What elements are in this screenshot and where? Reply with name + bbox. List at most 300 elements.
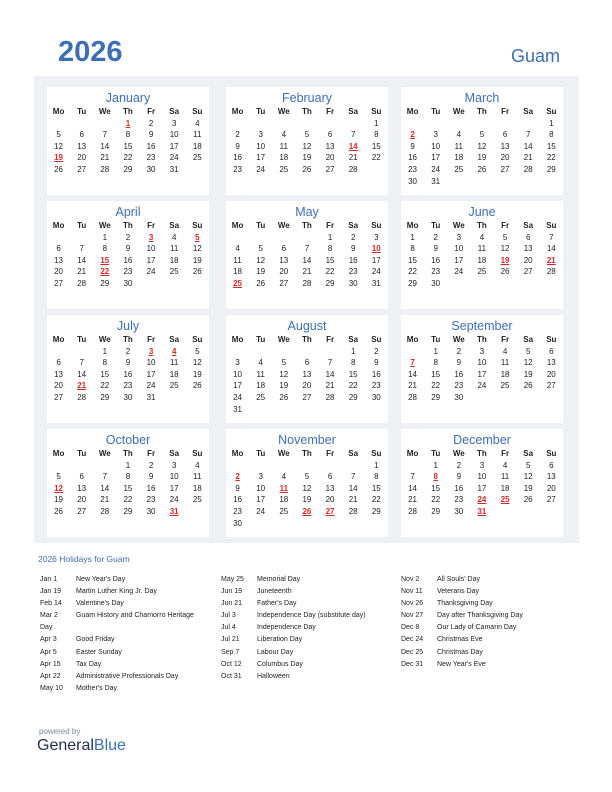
day-cell: 6 [327, 472, 333, 482]
day-cell: 18 [500, 369, 510, 379]
day-cell: 4 [171, 232, 177, 242]
day-cell: 10 [477, 472, 487, 482]
day-cell: 6 [327, 130, 333, 140]
holiday-day-cell: 19 [54, 153, 64, 163]
weekday-header: Tu [256, 107, 266, 116]
day-cell: 6 [79, 472, 84, 482]
day-cell: 25 [192, 153, 202, 163]
day-cell: 28 [302, 278, 312, 288]
weekday-header: Fr [501, 335, 510, 344]
holiday-date: Oct 31 [221, 672, 242, 680]
day-cell: 26 [192, 267, 202, 277]
day-cell: 4 [195, 118, 200, 128]
day-cell: 28 [546, 267, 556, 277]
day-cell: 30 [348, 278, 358, 288]
day-cell: 7 [102, 130, 108, 140]
holiday-day-cell: 1 [125, 118, 131, 128]
day-cell: 20 [500, 153, 510, 163]
holiday-row [40, 671, 194, 683]
day-cell: 15 [371, 141, 381, 151]
empty-cell [70, 118, 93, 130]
holiday-date: May 25 [221, 576, 244, 583]
day-cell: 24 [371, 267, 381, 277]
day-cell: 4 [456, 130, 462, 140]
day-cell: 11 [454, 141, 463, 151]
holiday-name: Easter Sunday [76, 648, 122, 656]
empty-cell [319, 460, 342, 472]
holiday-name: Good Friday [76, 636, 115, 644]
empty-cell [249, 118, 272, 130]
day-cell: 13 [77, 483, 87, 493]
day-cell: 25 [169, 381, 179, 391]
day-cell: 22 [546, 153, 556, 163]
holiday-date: Nov 26 [401, 600, 424, 608]
day-cell: 16 [123, 255, 133, 265]
empty-cell [447, 118, 470, 130]
month-day-grid [226, 448, 388, 529]
holiday-row [221, 659, 366, 671]
day-cell: 3 [258, 130, 263, 140]
day-cell: 4 [195, 460, 200, 470]
month-october [47, 429, 209, 537]
weekday-header: Su [192, 335, 203, 344]
day-cell: 23 [146, 153, 156, 163]
day-cell: 27 [546, 381, 556, 391]
day-cell: 29 [408, 278, 418, 288]
day-cell: 19 [54, 495, 64, 505]
day-cell: 4 [502, 460, 508, 470]
holiday-day-cell: 26 [302, 506, 312, 516]
day-cell: 3 [433, 130, 438, 140]
weekday-header: We [98, 449, 111, 458]
weekday-header: Sa [169, 221, 180, 230]
empty-cell [249, 460, 272, 472]
day-cell: 7 [304, 244, 310, 254]
weekday-header: We [277, 449, 290, 458]
weekday-header: We [277, 335, 290, 344]
weekday-header: Th [477, 335, 487, 344]
day-cell: 8 [102, 358, 108, 368]
day-cell: 27 [546, 495, 556, 505]
weekday-header: Fr [147, 107, 156, 116]
holiday-day-cell: 27 [325, 506, 335, 516]
day-cell: 3 [235, 358, 240, 368]
day-cell: 20 [546, 483, 556, 493]
day-cell: 28 [325, 392, 335, 402]
day-cell: 13 [546, 472, 556, 482]
day-cell: 14 [408, 369, 418, 379]
day-cell: 29 [431, 506, 441, 516]
empty-cell [249, 232, 272, 244]
day-cell: 14 [523, 141, 533, 151]
weekday-header: Fr [147, 449, 156, 458]
weekday-header: Su [192, 221, 203, 230]
empty-cell [295, 346, 318, 358]
weekday-header: Th [123, 221, 133, 230]
day-cell: 26 [302, 164, 312, 174]
weekday-header: Mo [406, 107, 419, 116]
day-cell: 19 [523, 369, 533, 379]
day-cell: 16 [146, 141, 156, 151]
day-cell: 17 [169, 483, 179, 493]
year-title: 2026 [58, 36, 123, 68]
holiday-day-cell: 31 [169, 506, 179, 516]
day-cell: 15 [546, 141, 556, 151]
weekday-header: Sa [169, 449, 180, 458]
day-cell: 8 [102, 244, 108, 254]
day-cell: 3 [171, 460, 177, 470]
holiday-row [221, 622, 366, 634]
day-cell: 30 [123, 392, 133, 402]
holiday-row [221, 671, 366, 683]
day-cell: 4 [479, 232, 485, 242]
day-cell: 22 [325, 267, 335, 277]
holiday-date: May 10 [40, 684, 63, 692]
day-cell: 17 [233, 381, 243, 391]
day-cell: 28 [100, 164, 110, 174]
weekday-header: Su [371, 107, 382, 116]
empty-cell [70, 346, 93, 358]
holiday-row [401, 574, 523, 586]
day-cell: 30 [371, 392, 381, 402]
day-cell: 8 [327, 244, 333, 254]
day-cell: 9 [125, 244, 131, 254]
weekday-header: Sa [348, 335, 359, 344]
holiday-name: Juneteenth [257, 588, 292, 596]
day-cell: 1 [102, 346, 108, 356]
weekday-header: Sa [348, 107, 359, 116]
day-cell: 18 [192, 141, 202, 151]
day-cell: 10 [256, 483, 266, 493]
day-cell: 9 [235, 141, 240, 151]
day-cell: 16 [123, 369, 133, 379]
day-cell: 12 [302, 141, 312, 151]
day-cell: 20 [77, 153, 87, 163]
day-cell: 13 [302, 369, 312, 379]
day-cell: 12 [477, 141, 487, 151]
day-cell: 1 [549, 118, 554, 128]
day-cell: 20 [279, 267, 289, 277]
holiday-row [40, 622, 194, 634]
holiday-day-cell: 22 [100, 267, 110, 277]
day-cell: 5 [56, 130, 61, 140]
day-cell: 19 [302, 153, 312, 163]
day-cell: 21 [348, 495, 358, 505]
month-day-grid [47, 448, 209, 518]
weekday-header: Mo [52, 449, 65, 458]
day-cell: 5 [304, 130, 310, 140]
day-cell: 28 [348, 506, 358, 516]
holiday-column [221, 574, 366, 683]
month-day-grid [401, 448, 563, 518]
day-cell: 22 [123, 495, 133, 505]
weekday-header: Su [546, 449, 557, 458]
day-cell: 31 [146, 392, 156, 402]
month-april [47, 201, 209, 309]
day-cell: 9 [235, 483, 240, 493]
holiday-date: Jul 21 [221, 636, 240, 644]
empty-cell [249, 346, 272, 358]
empty-cell [93, 118, 116, 130]
weekday-header: Sa [523, 107, 534, 116]
day-cell: 14 [100, 141, 110, 151]
day-cell: 5 [479, 130, 485, 140]
holiday-date: Dec 31 [401, 660, 424, 668]
day-cell: 2 [148, 118, 154, 128]
weekday-header: Th [123, 449, 133, 458]
weekday-header: Fr [501, 221, 510, 230]
month-june [401, 201, 563, 309]
holiday-name: Tax Day [76, 660, 102, 668]
holiday-row [40, 586, 194, 598]
day-cell: 30 [431, 278, 441, 288]
month-day-grid [226, 334, 388, 415]
day-cell: 2 [374, 346, 379, 356]
day-cell: 2 [235, 130, 240, 140]
day-cell: 17 [371, 255, 381, 265]
month-name: November [278, 433, 336, 447]
weekday-header: Th [302, 449, 312, 458]
day-cell: 27 [302, 392, 312, 402]
holiday-name: Christmas Day [437, 648, 483, 656]
month-name: February [281, 91, 333, 105]
day-cell: 4 [281, 472, 287, 482]
day-cell: 26 [256, 278, 266, 288]
day-cell: 14 [325, 369, 335, 379]
day-cell: 29 [100, 392, 110, 402]
empty-cell [342, 118, 365, 130]
day-cell: 10 [256, 141, 266, 151]
day-cell: 11 [233, 255, 242, 265]
day-cell: 28 [408, 506, 418, 516]
holiday-name: Guam History and Chamorro Heritage [76, 612, 194, 620]
holiday-day-cell: 31 [477, 506, 487, 516]
month-day-grid [401, 334, 563, 404]
day-cell: 8 [374, 472, 379, 482]
day-cell: 28 [523, 164, 533, 174]
day-cell: 29 [546, 164, 556, 174]
holiday-name: Valentine's Day [76, 600, 124, 608]
day-cell: 25 [192, 495, 202, 505]
weekday-header: Mo [406, 449, 419, 458]
day-cell: 10 [146, 358, 156, 368]
holiday-name: Halloween [257, 672, 290, 680]
day-cell: 18 [454, 153, 464, 163]
day-cell: 20 [77, 495, 87, 505]
month-day-grid [47, 220, 209, 290]
day-cell: 29 [431, 392, 441, 402]
day-cell: 24 [169, 495, 179, 505]
day-cell: 27 [77, 506, 87, 516]
holiday-row [40, 574, 194, 586]
day-cell: 30 [454, 506, 464, 516]
empty-cell [424, 118, 447, 130]
empty-cell [70, 460, 93, 472]
day-cell: 7 [327, 358, 333, 368]
day-cell: 6 [304, 358, 310, 368]
weekday-header: Th [477, 221, 487, 230]
holiday-row [221, 574, 366, 586]
day-cell: 8 [410, 244, 415, 254]
holiday-row [40, 647, 194, 659]
holiday-day-cell: 7 [410, 358, 415, 368]
day-cell: 11 [500, 472, 510, 482]
holiday-date: Jan 19 [40, 588, 62, 596]
day-cell: 22 [371, 153, 381, 163]
empty-cell [47, 232, 70, 244]
month-name: July [116, 319, 140, 333]
day-cell: 17 [256, 153, 266, 163]
day-cell: 21 [325, 381, 335, 391]
day-cell: 15 [431, 369, 441, 379]
day-cell: 10 [169, 130, 179, 140]
day-cell: 1 [410, 232, 415, 242]
day-cell: 1 [433, 460, 438, 470]
weekday-header: Sa [348, 449, 359, 458]
day-cell: 29 [348, 392, 358, 402]
day-cell: 9 [433, 244, 438, 254]
holiday-name: Memorial Day [257, 576, 301, 583]
month-march [401, 87, 563, 195]
holiday-day-cell: 4 [171, 346, 177, 356]
weekday-header: Mo [52, 221, 65, 230]
month-name: April [115, 205, 141, 219]
day-cell: 11 [256, 369, 265, 379]
holiday-name: New Year's Day [76, 576, 126, 583]
month-day-grid [47, 106, 209, 176]
holiday-date: Jun 19 [221, 588, 243, 596]
empty-cell [494, 118, 517, 130]
empty-cell [470, 118, 493, 130]
day-cell: 27 [500, 164, 510, 174]
day-cell: 23 [233, 506, 243, 516]
weekday-header: Th [302, 221, 312, 230]
day-cell: 12 [302, 483, 312, 493]
holiday-row [401, 634, 523, 646]
day-cell: 26 [192, 381, 202, 391]
holiday-column [40, 574, 194, 695]
holiday-row [401, 610, 523, 622]
day-cell: 21 [77, 267, 87, 277]
empty-cell [272, 346, 295, 358]
day-cell: 18 [477, 255, 487, 265]
weekday-header: Tu [256, 449, 266, 458]
empty-cell [226, 346, 249, 358]
day-cell: 7 [79, 244, 84, 254]
holiday-name: Administrative Professionals Day [76, 672, 179, 680]
weekday-header: Su [371, 221, 382, 230]
day-cell: 23 [431, 267, 441, 277]
holiday-day-cell: 12 [54, 483, 64, 493]
weekday-header: Th [123, 107, 133, 116]
day-cell: 11 [193, 130, 202, 140]
holiday-name: All Souls' Day [437, 576, 480, 583]
day-cell: 4 [258, 358, 263, 368]
day-cell: 20 [325, 153, 335, 163]
day-cell: 25 [454, 164, 464, 174]
holiday-name: Liberation Day [257, 636, 303, 644]
day-cell: 19 [256, 267, 266, 277]
holiday-row [221, 610, 366, 622]
day-cell: 17 [454, 255, 464, 265]
day-cell: 2 [125, 232, 131, 242]
month-may [226, 201, 388, 309]
empty-cell [47, 460, 70, 472]
day-cell: 18 [279, 153, 289, 163]
weekday-header: Tu [77, 335, 87, 344]
day-cell: 5 [195, 346, 200, 356]
holiday-date: Jun 21 [221, 600, 243, 608]
day-cell: 15 [123, 141, 133, 151]
day-cell: 16 [454, 369, 464, 379]
day-cell: 20 [54, 381, 64, 391]
holiday-row [221, 647, 366, 659]
holiday-row [401, 598, 523, 610]
day-cell: 22 [408, 267, 418, 277]
day-cell: 28 [408, 392, 418, 402]
day-cell: 27 [279, 278, 289, 288]
holiday-day-cell: 10 [371, 244, 381, 254]
day-cell: 1 [374, 460, 379, 470]
day-cell: 30 [146, 164, 156, 174]
weekday-header: Mo [52, 107, 65, 116]
weekday-header: Mo [231, 449, 244, 458]
weekday-header: Tu [256, 221, 266, 230]
day-cell: 19 [477, 153, 487, 163]
weekday-header: Sa [523, 449, 534, 458]
day-cell: 4 [235, 244, 240, 254]
month-day-grid [226, 106, 388, 176]
holiday-date: Jul 3 [221, 612, 236, 620]
day-cell: 13 [523, 244, 533, 254]
holiday-column [401, 574, 523, 671]
weekday-header: Mo [231, 107, 244, 116]
day-cell: 8 [125, 130, 131, 140]
holiday-row [401, 647, 523, 659]
day-cell: 6 [549, 460, 554, 470]
day-cell: 5 [258, 244, 263, 254]
country-title: Guam [510, 46, 560, 66]
empty-cell [401, 346, 424, 358]
holiday-date: Jan 1 [40, 576, 58, 583]
holiday-date: Apr 22 [40, 672, 61, 680]
day-cell: 6 [56, 244, 61, 254]
day-cell: 22 [100, 381, 110, 391]
weekday-header: Mo [406, 221, 419, 230]
day-cell: 16 [454, 483, 464, 493]
day-cell: 15 [325, 255, 335, 265]
day-cell: 15 [431, 483, 441, 493]
weekday-header: Tu [256, 335, 266, 344]
day-cell: 4 [502, 346, 508, 356]
weekday-header: Fr [501, 449, 510, 458]
month-day-grid [401, 220, 563, 290]
day-cell: 3 [258, 472, 263, 482]
day-cell: 14 [77, 255, 87, 265]
day-cell: 5 [525, 460, 531, 470]
weekday-header: Tu [77, 449, 87, 458]
empty-cell [401, 118, 424, 130]
empty-cell [226, 460, 249, 472]
day-cell: 7 [525, 130, 531, 140]
day-cell: 18 [169, 255, 179, 265]
day-cell: 29 [100, 278, 110, 288]
day-cell: 18 [279, 495, 289, 505]
weekday-header: We [452, 335, 465, 344]
day-cell: 11 [170, 244, 179, 254]
day-cell: 17 [431, 153, 441, 163]
holiday-row [401, 586, 523, 598]
